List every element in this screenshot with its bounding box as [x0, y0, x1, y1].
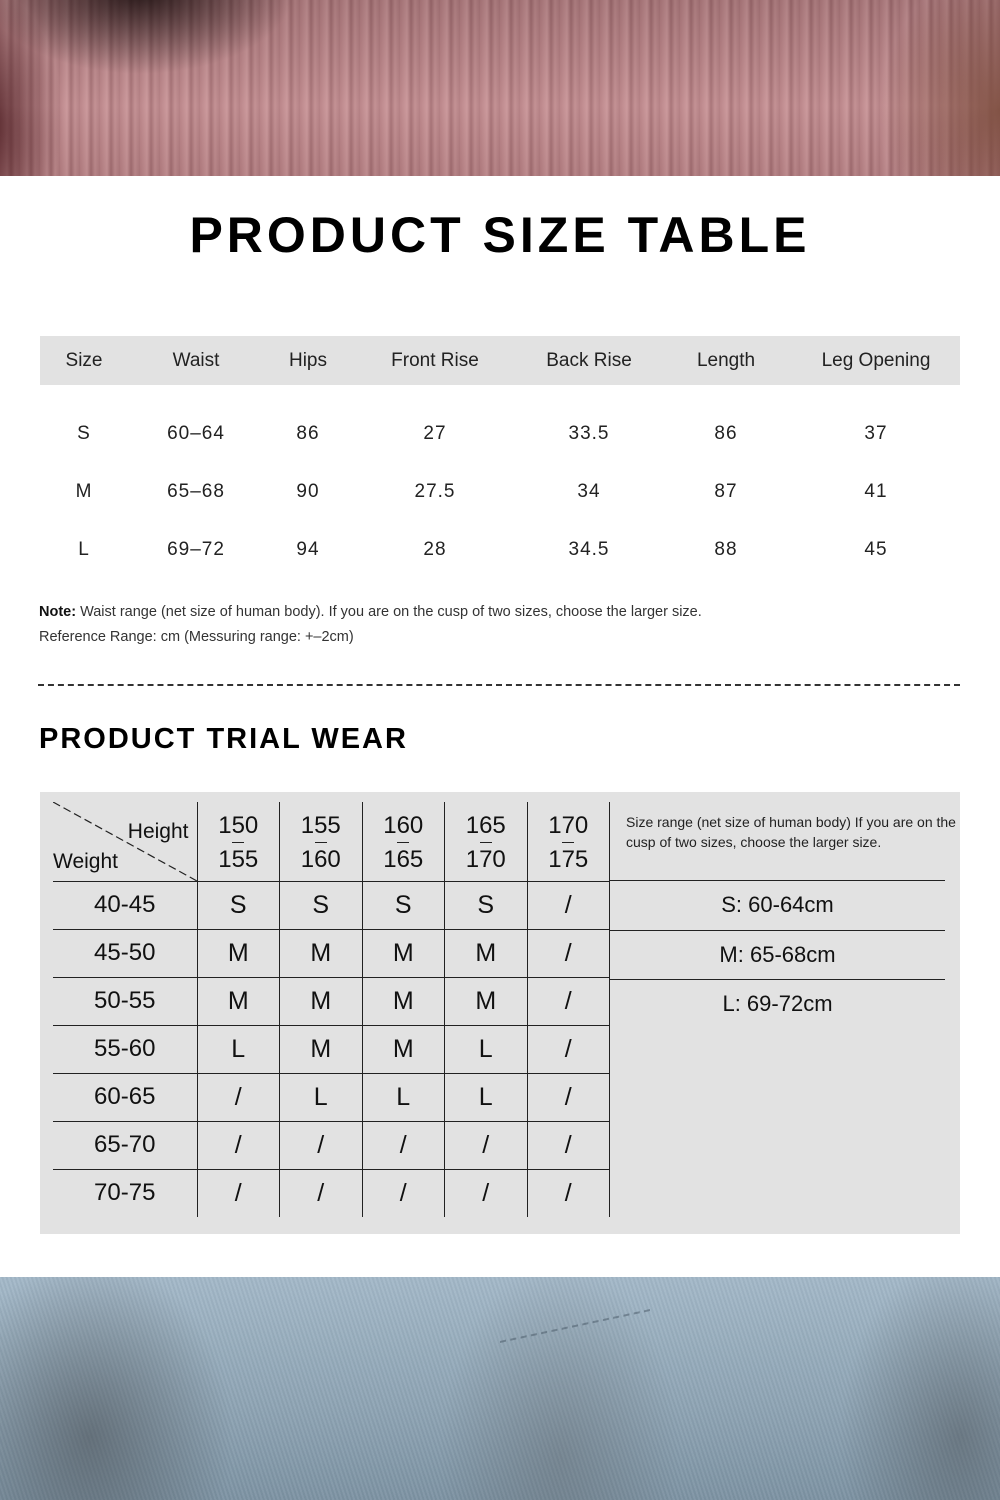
weight-range: 65-70 — [53, 1121, 197, 1169]
size-table-header-row — [40, 336, 960, 385]
note-label: Note: — [39, 604, 77, 620]
size-cell: L — [197, 1025, 280, 1073]
size-cell: / — [280, 1169, 363, 1217]
corner-weight-label: Weight — [53, 850, 118, 873]
cell-hips: 86 — [296, 423, 320, 444]
size-cell: / — [527, 977, 610, 1025]
corner-height-label: Height — [127, 820, 189, 843]
reference-range: Reference Range: cm (Messuring range: +–2cm) — [39, 629, 354, 645]
table-row — [53, 929, 610, 977]
top-product-photo — [0, 0, 1000, 176]
cell-hips: 94 — [296, 539, 320, 560]
size-cell: M — [280, 977, 363, 1025]
size-cell: / — [527, 881, 610, 929]
size-range-m: M: 65-68cm — [610, 930, 945, 980]
weight-range: 60-65 — [53, 1073, 197, 1121]
cell-front-rise: 27 — [423, 423, 447, 444]
table-row — [53, 1121, 610, 1169]
height-range-header — [445, 802, 528, 881]
table-row — [40, 521, 960, 579]
header-waist: Waist — [128, 336, 264, 385]
weight-range: 55-60 — [53, 1025, 197, 1073]
cell-size: M — [75, 481, 93, 502]
weight-range: 50-55 — [53, 977, 197, 1025]
bottom-product-photo — [0, 1277, 1000, 1500]
header-back-rise: Back Rise — [518, 336, 660, 385]
cell-waist: 69–72 — [167, 539, 225, 560]
table-row — [53, 1169, 610, 1217]
weight-range: 45-50 — [53, 929, 197, 977]
size-cell: M — [445, 977, 528, 1025]
size-cell: L — [445, 1073, 528, 1121]
size-cell: / — [527, 929, 610, 977]
corner-cell — [53, 802, 197, 881]
size-cell: / — [362, 1169, 445, 1217]
cell-leg-opening: 37 — [864, 423, 888, 444]
cell-back-rise: 34.5 — [568, 539, 610, 560]
size-cell: M — [362, 1025, 445, 1073]
table-row — [53, 1073, 610, 1121]
height-range-header — [527, 802, 610, 881]
header-size: Size — [40, 336, 128, 385]
height-low: 165 — [465, 811, 506, 839]
cell-back-rise: 34 — [577, 481, 601, 502]
height-range-header — [362, 802, 445, 881]
size-cell: / — [527, 1025, 610, 1073]
table-row — [53, 1025, 610, 1073]
size-cell: / — [197, 1073, 280, 1121]
trial-wear-title: PRODUCT TRIAL WEAR — [39, 723, 408, 755]
size-cell: L — [445, 1025, 528, 1073]
pocket-seam — [500, 1277, 650, 1343]
size-cell: M — [280, 929, 363, 977]
cell-front-rise: 28 — [423, 539, 447, 560]
size-cell: S — [362, 881, 445, 929]
weight-range: 70-75 — [53, 1169, 197, 1217]
cell-waist: 60–64 — [167, 423, 225, 444]
size-cell: M — [445, 929, 528, 977]
size-table — [40, 336, 960, 579]
size-cell: S — [445, 881, 528, 929]
cell-front-rise: 27.5 — [414, 481, 456, 502]
size-range-list — [610, 880, 945, 1029]
size-cell: / — [362, 1121, 445, 1169]
height-low: 160 — [383, 811, 424, 839]
weight-range: 40-45 — [53, 881, 197, 929]
size-cell: M — [362, 929, 445, 977]
table-row — [53, 881, 610, 929]
size-cell: / — [197, 1169, 280, 1217]
header-front-rise: Front Rise — [352, 336, 518, 385]
cell-leg-opening: 45 — [864, 539, 888, 560]
size-cell: / — [527, 1073, 610, 1121]
header-hips: Hips — [264, 336, 352, 385]
height-high: 160 — [300, 845, 341, 873]
height-high: 175 — [548, 845, 589, 873]
height-range-header — [280, 802, 363, 881]
size-range-s: S: 60-64cm — [610, 880, 945, 930]
size-cell: / — [527, 1169, 610, 1217]
cell-back-rise: 33.5 — [568, 423, 610, 444]
height-low: 150 — [218, 811, 259, 839]
page-title: PRODUCT SIZE TABLE — [189, 207, 811, 263]
dashed-divider — [38, 684, 960, 686]
size-cell: S — [197, 881, 280, 929]
size-cell: / — [445, 1121, 528, 1169]
size-note — [39, 600, 702, 650]
size-cell: M — [197, 929, 280, 977]
note-text: Waist range (net size of human body). If you are on the cusp of two sizes, choose the larger size. — [76, 604, 702, 620]
header-leg-opening: Leg Opening — [792, 336, 960, 385]
cell-size: S — [77, 423, 91, 444]
cell-length: 86 — [714, 423, 738, 444]
trial-wear-table — [53, 802, 610, 1217]
cell-waist: 65–68 — [167, 481, 225, 502]
height-low: 155 — [300, 811, 341, 839]
height-high: 155 — [218, 845, 259, 873]
cell-length: 88 — [714, 539, 738, 560]
height-high: 165 — [383, 845, 424, 873]
size-cell: L — [362, 1073, 445, 1121]
trial-header-row — [53, 802, 610, 881]
size-cell: / — [445, 1169, 528, 1217]
table-row — [53, 977, 610, 1025]
cell-length: 87 — [714, 481, 738, 502]
size-cell: / — [527, 1121, 610, 1169]
size-cell: L — [280, 1073, 363, 1121]
trial-wear-panel — [40, 792, 960, 1234]
table-row — [40, 405, 960, 463]
size-cell: S — [280, 881, 363, 929]
height-high: 170 — [465, 845, 506, 873]
size-cell: M — [362, 977, 445, 1025]
size-cell: M — [197, 977, 280, 1025]
size-range-note: Size range (net size of human body) If you are on the cusp of two sizes, choose the larger size. — [626, 814, 956, 850]
cell-size: L — [78, 539, 90, 560]
cell-leg-opening: 41 — [864, 481, 888, 502]
header-length: Length — [660, 336, 792, 385]
cell-hips: 90 — [296, 481, 320, 502]
size-cell: M — [280, 1025, 363, 1073]
height-range-header — [197, 802, 280, 881]
table-row — [40, 463, 960, 521]
size-range-l: L: 69-72cm — [610, 979, 945, 1029]
height-low: 170 — [548, 811, 589, 839]
size-cell: / — [280, 1121, 363, 1169]
size-cell: / — [197, 1121, 280, 1169]
